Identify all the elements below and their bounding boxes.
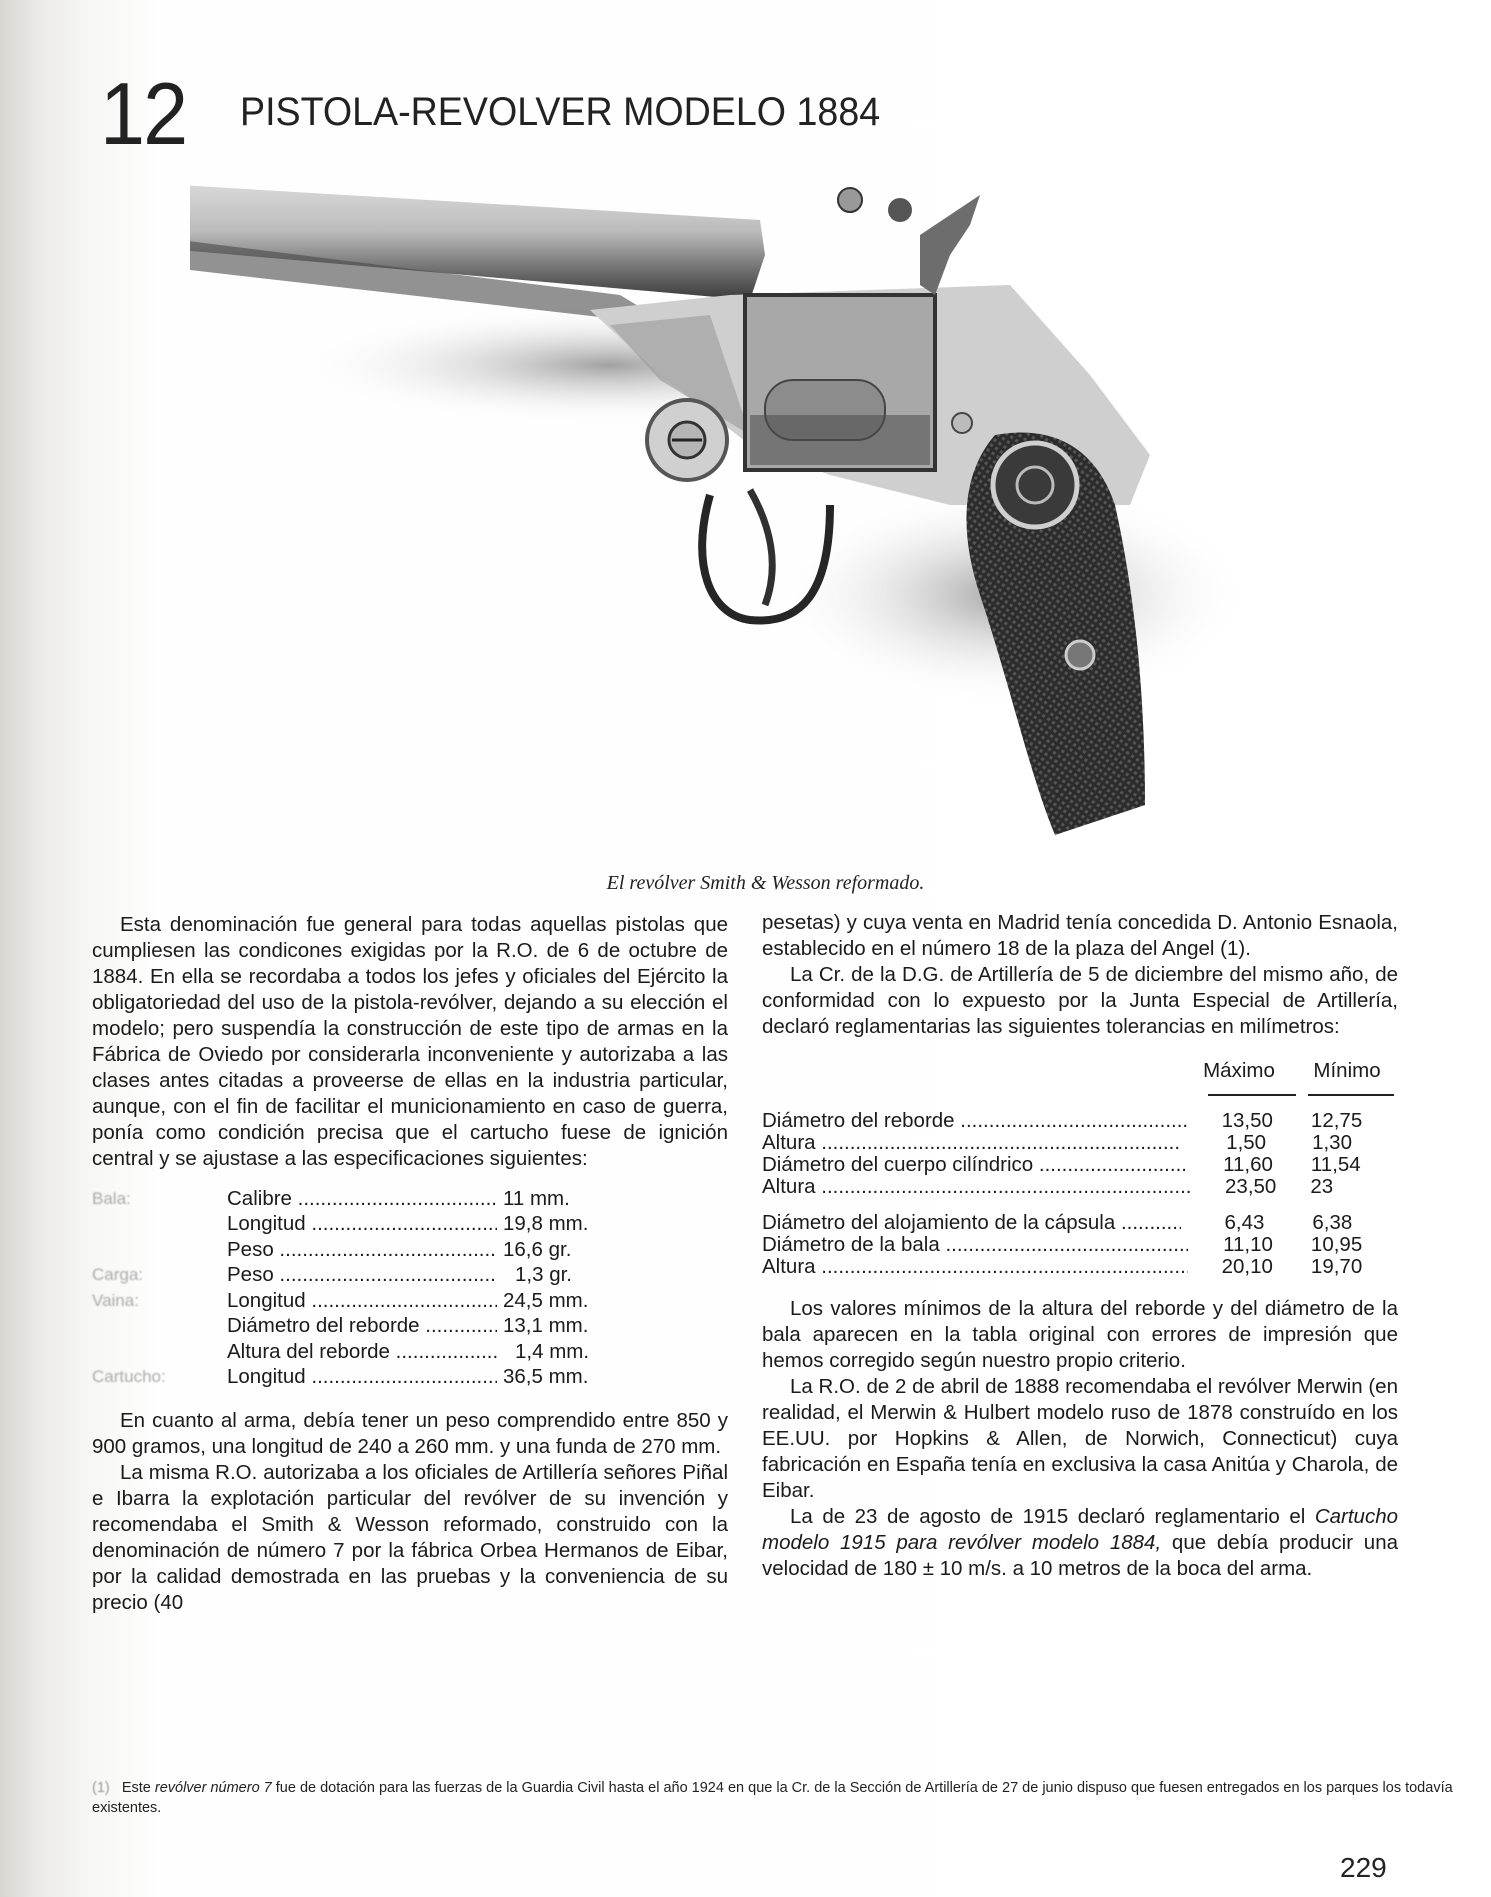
spec-label: Longitud ..... — [227, 1364, 497, 1390]
tolerance-table — [762, 1058, 1398, 1278]
right-column — [762, 910, 1398, 1582]
spec-row — [92, 1339, 728, 1365]
text-run: que debía producir una velocidad de 180 ± 10 m/s. a 10 metros de la boca del arma. — [762, 1531, 1398, 1580]
spec-row — [92, 1314, 728, 1340]
row-label: Diámetro del reborde ..... — [762, 1110, 1188, 1132]
row-max: 11,60 — [1223, 1153, 1273, 1176]
row-max: 11,10 — [1223, 1233, 1273, 1256]
row-min: 1,30 — [1312, 1131, 1352, 1154]
ro-1888-paragraph: La R.O. de 2 de abril de 1888 recomendaba el revólver Merwin (en realidad, el Merwin & Hulbert modelo ruso de 1878 construído en los EE.UU. por Hopkins & Allen, de Norwich, Connecticut) cuya fabricación en España tenía en exclusiva la casa Anitúa y Charola, de Eibar. — [762, 1375, 1398, 1502]
footnote — [92, 1778, 1462, 1818]
spec-label: Longitud ..... — [227, 1211, 497, 1237]
spec-value: 13,1 mm. — [503, 1314, 589, 1337]
row-min: 11,54 — [1310, 1153, 1361, 1176]
spec-label: Peso ..... — [227, 1237, 497, 1263]
spec-label: Diámetro del reborde ..... — [227, 1313, 497, 1339]
spec-row — [92, 1212, 728, 1238]
trigger — [750, 490, 772, 605]
spec-value: 24,5 mm. — [503, 1288, 589, 1312]
spec-value: 1,3 gr. — [515, 1263, 572, 1286]
table-row — [762, 1212, 1398, 1234]
row-min: 6,38 — [1312, 1211, 1353, 1234]
table-row — [762, 1234, 1398, 1256]
row-label: Altura ..... — [762, 1256, 1188, 1278]
row-min: 10,95 — [1310, 1233, 1363, 1256]
chapter-number: 12 — [100, 64, 187, 163]
row-max: 6,43 — [1224, 1211, 1265, 1234]
spec-value: 36,5 mm. — [503, 1365, 589, 1388]
table-row — [762, 1256, 1398, 1278]
spec-value: 1,4 mm. — [515, 1339, 590, 1363]
chapter-title: PISTOLA-REVOLVER MODELO 1884 — [240, 90, 881, 134]
spec-row — [92, 1288, 728, 1314]
cartucho-1915-paragraph — [762, 1504, 1398, 1582]
footnote-italic: revólver número 7 — [154, 1780, 272, 1796]
row-max: 23,50 — [1225, 1175, 1277, 1198]
row-min: 23 — [1310, 1175, 1334, 1198]
specifications-list — [92, 1186, 728, 1390]
spec-value: 11 mm. — [503, 1186, 570, 1210]
ro-paragraph: La misma R.O. autorizaba a los oficiales de Artillería señores Piñal e Ibarra la explotación particular del revólver de su invención y recomendaba el Smith & Wesson reformado, construido con la denominación de número 7 por la fábrica Orbea Hermanos de Eibar, por la calidad demostrada en las pruebas y la conveniencia de su precio (40 — [92, 1461, 728, 1614]
hammer — [920, 195, 980, 295]
table-row — [762, 1110, 1398, 1132]
spec-label: Calibre ..... — [227, 1186, 497, 1212]
cylinder-shading — [750, 415, 930, 465]
spec-label: Longitud ..... — [227, 1288, 497, 1314]
row-max: 13,50 — [1221, 1109, 1273, 1132]
column-header-maximo: Máximo — [1203, 1059, 1275, 1082]
column-header-minimo: Mínimo — [1313, 1059, 1381, 1082]
spec-label: Altura del reborde ..... — [227, 1339, 497, 1365]
spec-label: Peso ..... — [227, 1262, 497, 1288]
spec-value: 19,8 mm. — [503, 1212, 589, 1235]
table-row — [762, 1154, 1398, 1176]
spec-category: Carga: — [92, 1265, 144, 1284]
tolerance-table-header — [762, 1058, 1398, 1088]
spec-value: 16,6 gr. — [503, 1237, 572, 1261]
figure-caption: El revólver Smith & Wesson reformado. — [606, 872, 925, 894]
header-rule — [1308, 1094, 1394, 1096]
row-label: Diámetro de la bala ..... — [762, 1234, 1188, 1256]
page-number: 229 — [1340, 1852, 1387, 1883]
revolver-photo — [190, 175, 1440, 850]
footnote-marker: (1) — [92, 1780, 110, 1796]
continuation-paragraph: pesetas) y cuya venta en Madrid tenía concedida D. Antonio Esnaola, establecido en el número 18 de la plaza del Angel (1). — [762, 911, 1398, 960]
row-min: 12,75 — [1310, 1109, 1363, 1132]
row-label: Altura ..... — [762, 1132, 1182, 1154]
row-max: 20,10 — [1221, 1255, 1273, 1278]
row-max: 1,50 — [1226, 1131, 1267, 1154]
row-label: Diámetro del alojamiento de la cápsula ..... — [762, 1212, 1181, 1234]
spec-category: Cartucho: — [92, 1367, 166, 1386]
spec-row — [92, 1237, 728, 1263]
header-rule — [1208, 1094, 1296, 1096]
table-row — [762, 1176, 1398, 1198]
row-label: Diámetro del cuerpo cilíndrico ..... — [762, 1154, 1188, 1176]
footnote-text-start: Este — [121, 1780, 155, 1796]
grip-screw — [1066, 641, 1094, 669]
arma-paragraph: En cuanto al arma, debía tener un peso comprendido entre 850 y 900 gramos, una longitud de 240 a 260 mm. y una funda de 270 mm. — [92, 1409, 728, 1458]
frame-screw — [952, 413, 972, 433]
top-screw — [838, 188, 862, 212]
italic-title: Cartucho modelo 1915 para revólver modelo 1884, — [762, 1505, 1398, 1554]
table-row — [762, 1132, 1398, 1154]
text-run: La de 23 de agosto de 1915 declaró reglamentario el — [790, 1505, 1315, 1528]
header-rules — [762, 1088, 1398, 1110]
spec-category: Bala: — [92, 1188, 131, 1208]
valores-paragraph: Los valores mínimos de la altura del reborde y del diámetro de la bala aparecen en la tabla original con errores de impresión que hemos corregido según nuestro propio criterio. — [762, 1297, 1398, 1372]
left-column — [92, 912, 728, 1616]
hammer-tip — [888, 198, 912, 222]
cr-paragraph: La Cr. de la D.G. de Artillería de 5 de diciembre del mismo año, de conformidad con lo expuesto por la Junta Especial de Artillería, declaró reglamentarias las siguientes tolerancias en milímetros: — [762, 963, 1398, 1038]
spec-row — [92, 1186, 728, 1212]
spec-category: Vaina: — [92, 1290, 139, 1310]
spec-row — [92, 1263, 728, 1289]
grip-medallion — [993, 443, 1077, 527]
row-min: 19,70 — [1310, 1255, 1363, 1278]
row-label: Altura ..... — [762, 1176, 1191, 1198]
spec-row — [92, 1365, 728, 1391]
footnote-text-end: fue de dotación para las fuerzas de la Guardia Civil hasta el año 1924 en que la Cr. de la Sección de Artillería de 27 de junio dispuso que fuesen entregados en los parques los todavía existentes. — [92, 1780, 1453, 1816]
intro-paragraph: Esta denominación fue general para todas aquellas pistolas que cumpliesen las condicones exigidas por la R.O. de 6 de octubre de 1884. En ella se recordaba a todos los jefes y oficiales del Ejército la obligatoriedad del uso de la pistola-revólver, dejando a su elección el modelo; pero suspendía la construcción de este tipo de armas en la Fábrica de Oviedo por considerarla inconveniente y autorizaba a las clases antes citadas a proveerse de ellas en la industria particular, aunque, con el fin de facilitar el municionamiento en caso de guerra, ponía como condición precisa que el cartucho fuese de ignición central y se ajustase a las especificaciones siguientes: — [92, 913, 728, 1170]
